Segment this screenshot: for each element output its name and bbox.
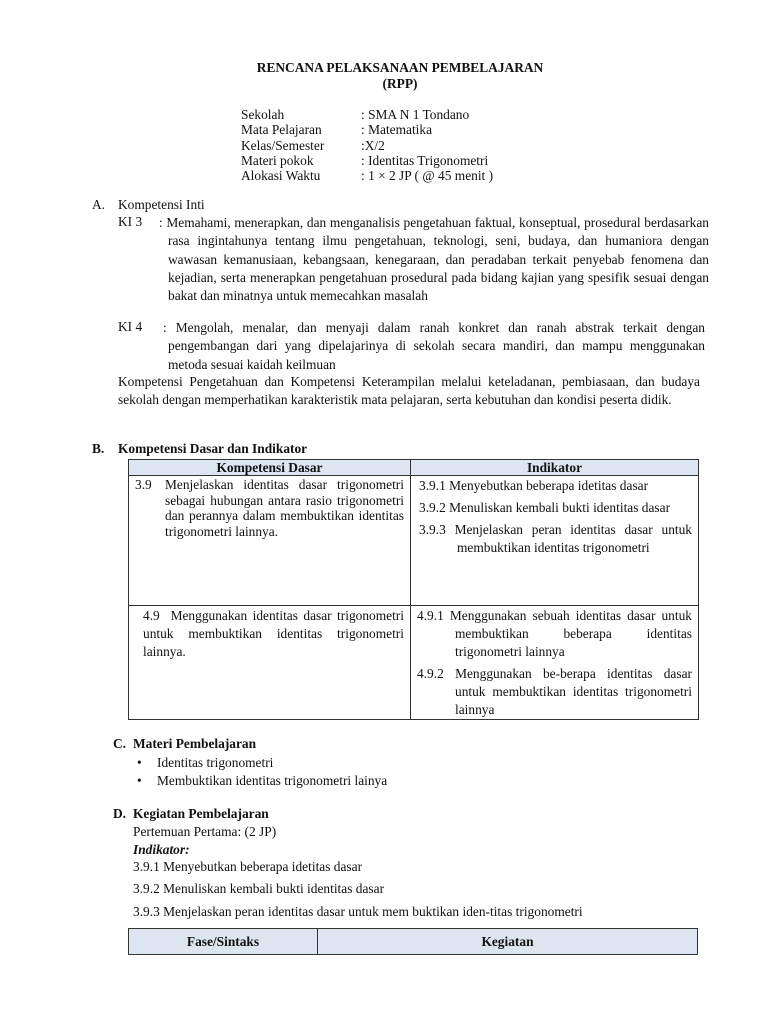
kompetensi-paragraph: Kompetensi Pengetahuan dan Kompetensi Keterampilan melalui keteladanan, pembiasaan, dan budaya sekolah dengan memperhatikan karakteristik mata pelajaran, serta kebutuhan dan kondisi peserta didik.: [118, 374, 700, 407]
indicator-number: 3.9.3: [419, 522, 446, 537]
table-row: [129, 476, 699, 606]
section-b-letter: B.: [92, 441, 105, 456]
indicator-text: Menuliskan kembali bukti identitas dasar: [449, 500, 671, 515]
ki3-text: : Memahami, menerapkan, dan menganalisis pengetahuan faktual, konseptual, prosedural berdasarkan rasa ingintahunya tentang ilmu pengetahuan, teknologi, seni, budaya, dan humaniora dengan wawasan kemanusiaan, kebangsaan, kenegaraan, dan peradaban terkait penyebab fenomena dan kejadian, serta menerapkan pengetahuan prosedural pada bidang kajian yang spesifik sesuai dengan bakat dan minatnya untuk memecahkan masalah: [159, 215, 709, 304]
indicator-line: 3.9.2 Menuliskan kembali bukti identitas dasar: [133, 881, 385, 896]
indicator-text: Menggunakan be-berapa identitas dasar untuk membuktikan identitas trigonometri lainnya: [455, 666, 692, 717]
indicator-line: 3.9.1 Menyebutkan beberapa idetitas dasar: [133, 859, 363, 874]
indicator-number: 3.9.2: [419, 500, 446, 515]
info-value: : Matematika: [361, 122, 433, 138]
kd-text: Menggunakan identitas dasar trigonometri untuk membuktikan identitas trigonometri lainnya.: [143, 608, 404, 659]
document-title: RENCANA PELAKSANAAN PEMBELAJARAN: [256, 60, 544, 75]
indicator-text: Menjelaskan peran identitas dasar untuk membuktikan identitas trigonometri: [454, 522, 692, 555]
section-d-heading: Kegiatan Pembelajaran: [133, 806, 269, 821]
info-value: : 1 × 2 JP ( @ 45 menit ): [361, 168, 494, 184]
section-a-letter: A.: [92, 197, 106, 212]
list-item: • Membuktikan identitas trigonometri lainya: [133, 773, 387, 791]
header-fase-sintaks: Fase/Sintaks: [129, 929, 318, 955]
info-value: :X/2: [361, 137, 385, 153]
section-d-letter: D.: [113, 806, 127, 821]
ki3-label: KI 3: [118, 214, 143, 229]
header-kegiatan: Kegiatan: [318, 929, 698, 955]
header-kompetensi-dasar: Kompetensi Dasar: [129, 460, 411, 476]
kd-indicator-table: [128, 459, 699, 720]
materi-list: [133, 755, 387, 791]
info-label: Mata Pelajaran: [241, 122, 322, 138]
section-a-heading: Kompetensi Inti: [118, 197, 205, 212]
indicator-number: 4.9.2: [417, 666, 444, 681]
indicator-number: 3.9.1: [419, 478, 446, 493]
list-item: • Identitas trigonometri: [133, 755, 387, 773]
indicator-text: Menggunakan sebuah identitas dasar untuk membuktikan beberapa identitas trigonometri lainnya: [449, 608, 692, 659]
info-label: Alokasi Waktu: [241, 168, 321, 184]
ki4-text: : Mengolah, menalar, dan menyaji dalam ranah konkret dan ranah abstrak terkait dengan pengembangan dari yang dipelajarinya di sekolah secara mandiri, dan mampu menggunakan metoda sesuai kaidah keilmuan: [163, 320, 705, 372]
info-block: [241, 107, 493, 183]
header-indikator: Indikator: [411, 460, 699, 476]
indicator-number: 4.9.1: [417, 608, 444, 623]
ki4-label: KI 4: [118, 319, 143, 334]
document-subtitle: (RPP): [382, 76, 418, 91]
info-value: : Identitas Trigonometri: [361, 152, 489, 168]
info-label: Materi pokok: [241, 152, 314, 168]
kd-text: Menjelaskan identitas dasar trigonometri sebagai hubungan antara rasio trigonometri dan perannya dalam membuktikan identitas trigonometri lainnya.: [165, 477, 404, 539]
info-label: Kelas/Semester: [241, 137, 325, 153]
table-row: [129, 606, 699, 720]
info-label: Sekolah: [241, 107, 285, 122]
indicator-text: Menyebutkan beberapa idetitas dasar: [449, 478, 649, 493]
section-b-heading: Kompetensi Dasar dan Indikator: [118, 441, 308, 456]
info-value: : SMA N 1 Tondano: [361, 107, 470, 122]
indikator-label: Indikator:: [133, 842, 190, 857]
section-c-letter: C.: [113, 736, 127, 751]
kd-number: 4.9: [143, 608, 160, 623]
kd-number: 3.9: [135, 477, 152, 492]
indicator-line: 3.9.3 Menjelaskan peran identitas dasar untuk mem buktikan iden-titas trigonometri: [133, 904, 583, 919]
section-c-heading: Materi Pembelajaran: [133, 736, 257, 751]
kegiatan-table: [128, 928, 698, 955]
meeting-label: Pertemuan Pertama: (2 JP): [133, 824, 277, 839]
